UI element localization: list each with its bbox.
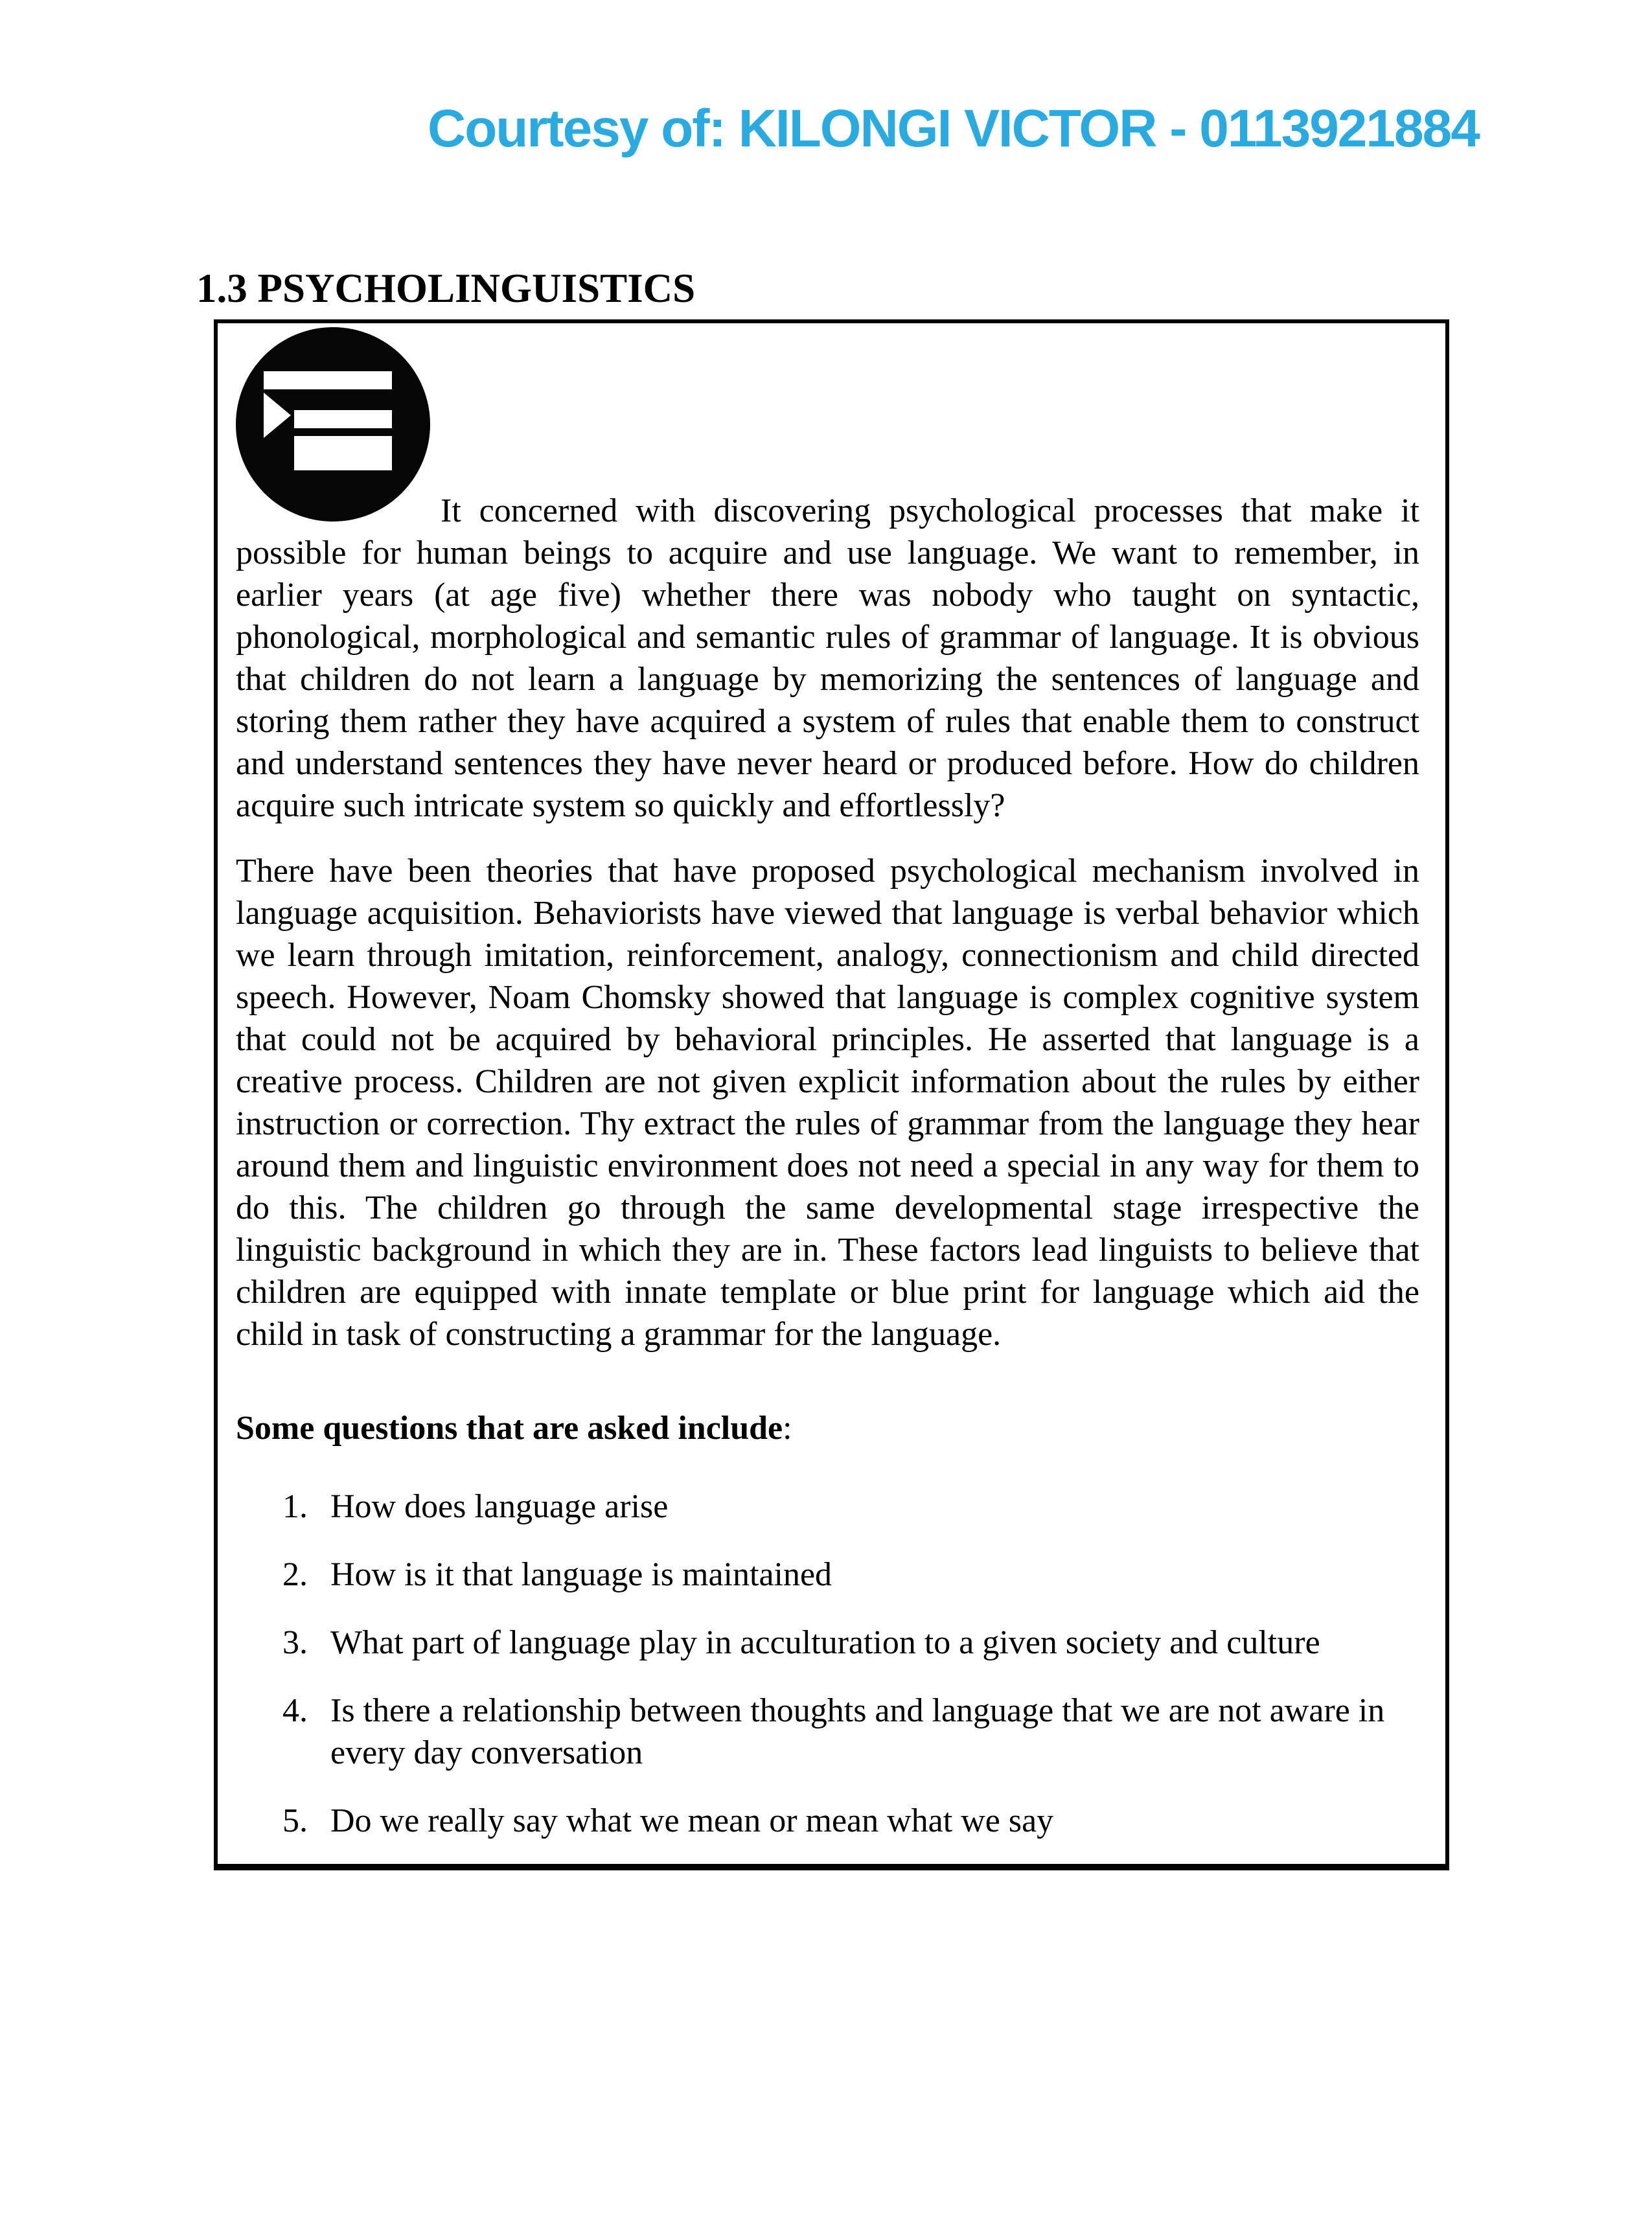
question-item-3 bbox=[282, 1622, 1419, 1664]
question-text-3: What part of language play in acculturation to a given society and culture bbox=[330, 1624, 1320, 1662]
intro-paragraph bbox=[236, 327, 1419, 827]
courtesy-header: Courtesy of: KILONGI VICTOR - 0113921884 bbox=[428, 99, 1479, 158]
questions-list bbox=[236, 1486, 1419, 1842]
question-item-2 bbox=[282, 1554, 1419, 1596]
question-text-2: How is it that language is maintained bbox=[330, 1556, 832, 1594]
question-number-3: 3. bbox=[282, 1624, 308, 1662]
question-number-5: 5. bbox=[282, 1802, 308, 1840]
content-box bbox=[214, 319, 1449, 1870]
intro-paragraph-text: It concerned with discovering psychological processes that make it possible for human beings to acquire and use language. We want to remember, in earlier years (at age five) whether there was nobody who taught on syntactic, phonological, morphological and semantic rules of grammar of language. It is obvious that children do not learn a language by memorizing the sentences of language and storing them rather they have acquired a system of rules that enable them to construct and understand sentences they have never heard or produced before. How do children acquire such intricate system so quickly and effortlessly? bbox=[236, 492, 1419, 825]
question-text-1: How does language arise bbox=[330, 1488, 669, 1526]
question-number-1: 1. bbox=[282, 1488, 308, 1526]
question-item-4 bbox=[282, 1690, 1419, 1774]
question-item-1 bbox=[282, 1486, 1419, 1528]
question-number-4: 4. bbox=[282, 1692, 308, 1730]
question-item-5 bbox=[282, 1800, 1419, 1842]
list-menu-icon bbox=[236, 327, 430, 522]
questions-heading-colon: : bbox=[783, 1410, 792, 1447]
theories-paragraph: There have been theories that have proposed psychological mechanism involved in language acquisition. Behaviorists have viewed that language is verbal behavior which we learn through imitation, reinforcement, analogy, connectionism and child directed speech. However, Noam Chomsky showed that language is complex cognitive system that could not be acquired by behavioral principles. He asserted that language is a creative process. Children are not given explicit information about the rules by either instruction or correction. Thy extract the rules of grammar from the language they hear around them and linguistic environment does not need a special in any way for them to do this. The children go through the same developmental stage irrespective the linguistic background in which they are in. These factors lead linguists to believe that children are equipped with innate template or blue print for language which aid the child in task of constructing a grammar for the language. bbox=[236, 853, 1419, 1353]
section-heading: 1.3 PSYCHOLINGUISTICS bbox=[196, 266, 696, 312]
question-text-5: Do we really say what we mean or mean what we say bbox=[330, 1802, 1054, 1840]
questions-heading bbox=[236, 1407, 1419, 1449]
question-text-4: Is there a relationship between thoughts and language that we are not aware in every day conversation bbox=[330, 1692, 1385, 1772]
question-number-2: 2. bbox=[282, 1556, 308, 1594]
questions-heading-bold: Some questions that are asked include bbox=[236, 1410, 783, 1447]
list-menu-icon-svg bbox=[236, 327, 430, 522]
document-page bbox=[0, 101, 1652, 2239]
